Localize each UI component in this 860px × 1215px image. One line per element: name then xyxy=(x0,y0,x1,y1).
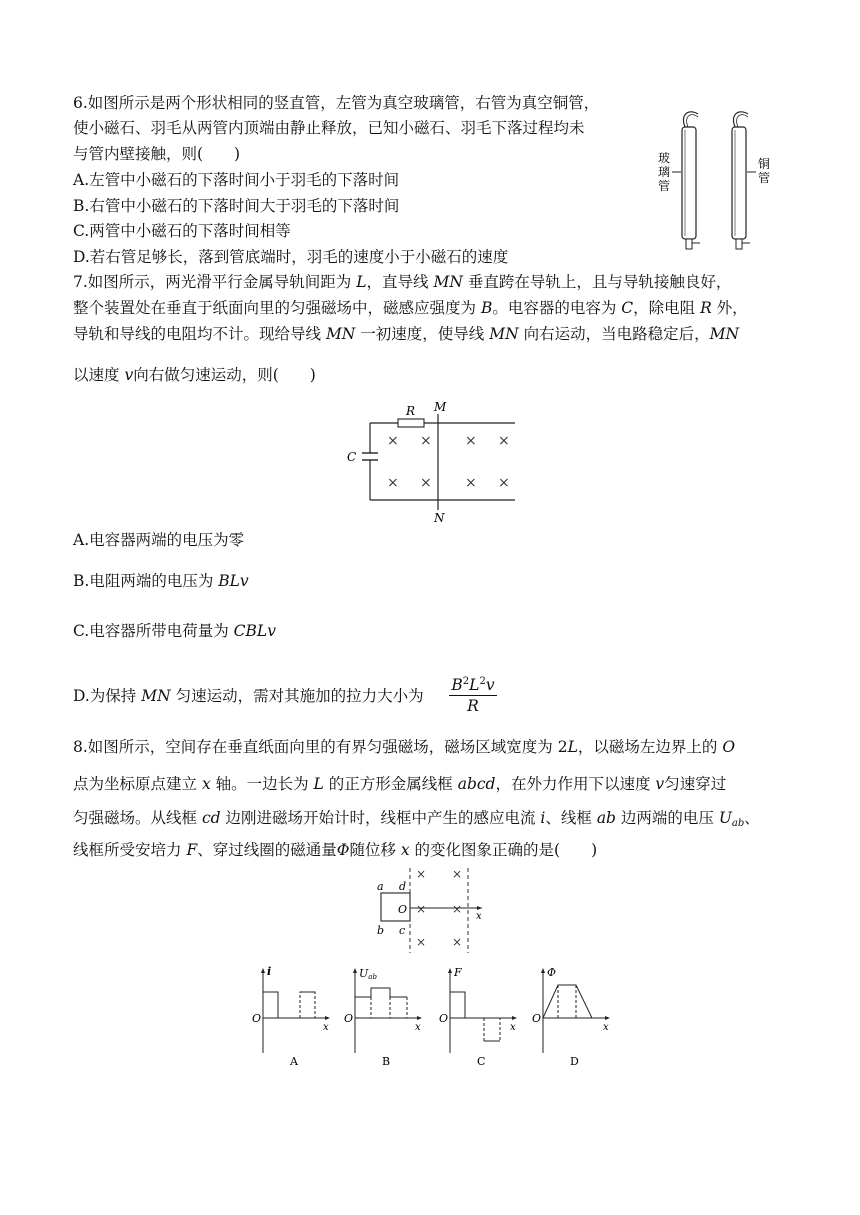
svg-text:F: F xyxy=(454,966,462,979)
svg-text:×: × xyxy=(498,475,510,491)
copper-tube xyxy=(732,127,746,239)
svg-text:×: × xyxy=(387,433,399,449)
q7-option-c: C.电容器所带电荷量为 CBLv xyxy=(73,622,276,640)
svg-text:O: O xyxy=(532,1012,542,1025)
glass-tube-label-2: 璃 xyxy=(658,165,671,179)
q6-stem-line3: 与管内壁接触，则( ) xyxy=(73,145,241,163)
q6-option-d: D.若右管足够长，落到管底端时，羽毛的速度小于小磁石的速度 xyxy=(73,248,509,266)
svg-text:×: × xyxy=(465,475,477,491)
q6-option-a: A.左管中小磁石的下落时间小于羽毛的下落时间 xyxy=(73,171,400,189)
svg-text:×: × xyxy=(498,433,510,449)
svg-text:D: D xyxy=(570,1055,579,1068)
svg-text:Φ: Φ xyxy=(547,966,557,979)
glass-tube-label-3: 管 xyxy=(658,179,671,193)
svg-text:C: C xyxy=(477,1055,486,1068)
magnetic-field-crosses xyxy=(387,433,510,491)
q7-stem-line4: 以速度 v向右做匀速运动，则( ) xyxy=(73,366,316,384)
q8-stem-line1: 8.如图所示，空间存在垂直纸面向里的有界匀强磁场，磁场区域宽度为 2L，以磁场左边界上的 O xyxy=(73,738,736,756)
svg-text:b: b xyxy=(377,924,385,937)
q7-stem-line1: 7.如图所示，两光滑平行金属导轨间距为 L，直导线 MN 垂直跨在导轨上，且与导轨接触良好， xyxy=(73,273,732,291)
q7-stem-line3: 导轨和导线的电阻均不计。现给导线 MN 一初速度，使导线 MN 向右运动，当电路稳定后，MN xyxy=(73,325,740,343)
label-m: M xyxy=(434,400,447,414)
label-n: N xyxy=(434,511,445,525)
svg-text:×: × xyxy=(416,902,427,916)
svg-text:x: x xyxy=(323,1022,329,1033)
svg-text:i: i xyxy=(267,965,272,978)
resistor-label: R xyxy=(406,404,416,418)
svg-text:×: × xyxy=(420,433,432,449)
capacitor-label: C xyxy=(347,450,357,464)
svg-text:O: O xyxy=(398,903,408,916)
svg-text:c: c xyxy=(399,924,406,937)
q8-graph-c xyxy=(435,965,525,1070)
q6-tube-figure xyxy=(650,110,785,250)
resistor xyxy=(398,419,424,427)
svg-text:B: B xyxy=(382,1055,391,1068)
svg-text:O: O xyxy=(344,1012,354,1025)
q8-field-figure xyxy=(370,865,500,953)
glass-tube-label-1: 玻 xyxy=(658,151,671,165)
q6-stem-line2: 使小磁石、羽毛从两管内顶端由静止释放，已知小磁石、羽毛下落过程均未 xyxy=(73,119,585,137)
copper-tube-label-2: 管 xyxy=(758,171,771,185)
q7-option-b: B.电阻两端的电压为 BLv xyxy=(73,572,249,590)
svg-text:×: × xyxy=(452,867,463,881)
svg-text:O: O xyxy=(252,1012,262,1025)
q8-graph-b xyxy=(340,965,430,1070)
q7-option-d: D.为保持 MN 匀速运动，需对其施加的拉力大小为 xyxy=(73,687,424,705)
copper-tube-label-1: 铜 xyxy=(758,157,771,171)
svg-text:A: A xyxy=(290,1055,298,1068)
svg-text:×: × xyxy=(452,902,463,916)
q6-option-b: B.右管中小磁石的下落时间大于羽毛的下落时间 xyxy=(73,197,400,215)
q7-option-d-fraction: $\frac{B^2L^2v}{R}$ xyxy=(449,673,497,716)
q8-graph-a xyxy=(248,965,338,1070)
svg-text:×: × xyxy=(416,867,427,881)
glass-tube xyxy=(682,127,696,239)
q6-option-c: C.两管中小磁石的下落时间相等 xyxy=(73,222,291,240)
svg-text:×: × xyxy=(465,433,477,449)
q8-stem-line2: 点为坐标原点建立 x 轴。一边长为 L 的正方形金属线框 abcd，在外力作用下以速度 v匀速穿过 xyxy=(73,775,727,793)
svg-text:a: a xyxy=(377,880,384,893)
svg-text:x: x xyxy=(510,1022,516,1033)
svg-text:x: x xyxy=(603,1022,609,1033)
q8-graph-d xyxy=(528,965,618,1070)
q7-circuit-figure xyxy=(340,398,520,528)
q8-stem-line4: 线框所受安培力 F、穿过线圈的磁通量Φ随位移 x 的变化图象正确的是( ) xyxy=(73,841,598,859)
svg-text:x: x xyxy=(415,1022,421,1033)
svg-text:×: × xyxy=(420,475,432,491)
svg-text:x: x xyxy=(476,911,482,922)
svg-text:×: × xyxy=(452,935,463,949)
svg-text:Uab: Uab xyxy=(359,967,377,981)
q8-stem-line3: 匀强磁场。从线框 cd 边刚进磁场开始计时，线框中产生的感应电流 i、线框 ab 边两端的电压 $U_{ab}$、 xyxy=(73,809,760,829)
q7-option-a: A.电容器两端的电压为零 xyxy=(73,531,245,549)
svg-text:×: × xyxy=(416,935,427,949)
svg-text:O: O xyxy=(439,1012,449,1025)
svg-text:×: × xyxy=(387,475,399,491)
q7-stem-line2: 整个装置处在垂直于纸面向里的匀强磁场中，磁感应强度为 B。电容器的电容为 C，除电阻 R 外， xyxy=(73,299,748,317)
q6-stem-line1: 6.如图所示是两个形状相同的竖直管，左管为真空玻璃管，右管为真空铜管， xyxy=(73,94,600,112)
svg-text:d: d xyxy=(399,880,407,893)
